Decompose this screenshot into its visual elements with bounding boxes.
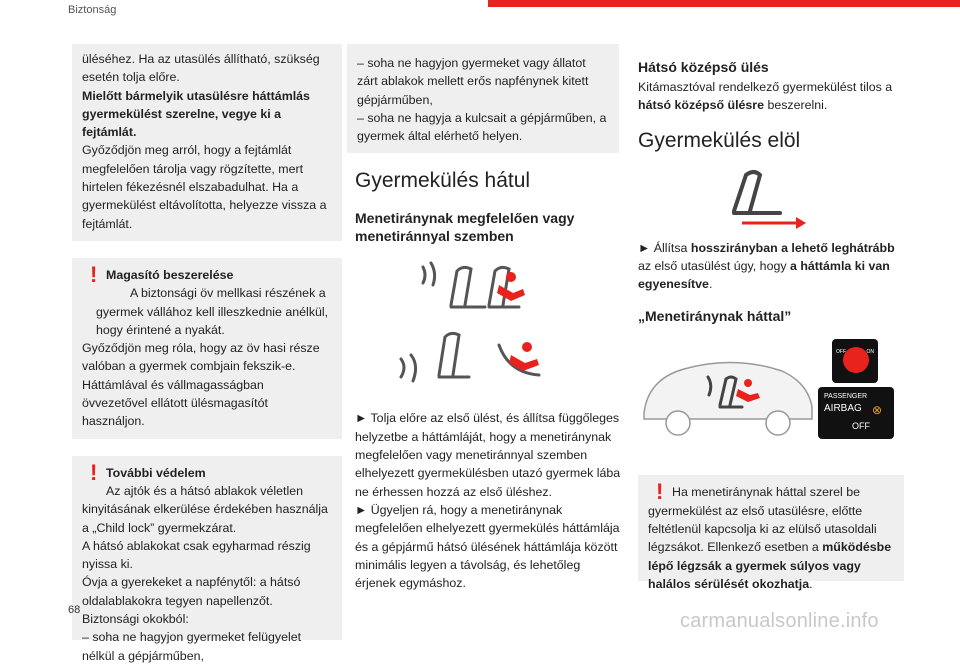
warning-box-booster xyxy=(72,258,342,439)
airbag-switch-badge xyxy=(832,339,878,383)
info-box-continued xyxy=(347,44,619,153)
illustration-rear-seats xyxy=(387,255,587,385)
badge-line-2: AIRBAG xyxy=(824,403,862,415)
continued-line-2: – soha ne hagyja a kulcsait a gépjárműben, a gyermek által elérhető helyen. xyxy=(357,110,607,144)
subheading-direction: Menetiránynak megfelelően vagy menetiránnyal szemben xyxy=(355,210,575,245)
warning-icon: ! xyxy=(90,459,98,485)
badge-line-1: PASSENGER xyxy=(824,393,868,401)
warning-icon: ! xyxy=(656,479,664,505)
text-adjust-front-seat: ► Állítsa hosszirányban a lehető leghátrább az első utasülést úgy, hogy a háttámla ki van egyenesítve. xyxy=(638,240,895,292)
badge-line-3: OFF xyxy=(852,421,870,432)
switch-on-label: ON xyxy=(866,349,874,356)
section-title: Biztonság xyxy=(68,4,117,16)
text-backrest-distance: ► Ügyeljen rá, hogy a menetiránynak megfelelően elhelyezett gyermekülés háttámlája és a gépjármű hátsó ülésének háttámlája között minimális legyen a távolság, és lehetőleg érjenek egymáshoz. xyxy=(355,502,620,591)
warning-text-1: A biztonsági öv mellkasi részének a gyermek vállához kell illeszkednie anélkül, hogy érintené a nyakát. xyxy=(96,286,329,337)
warning-icon: ! xyxy=(90,261,98,287)
column-3 xyxy=(638,58,904,591)
switch-off-label: OFF xyxy=(836,349,846,356)
watermark: carmanualsonline.info xyxy=(680,610,879,632)
text-push-front-seat: ► Tolja előre az első ülést, és állítsa függőleges helyzetbe a háttámláját, hogy a menetiránynak megfelelően vagy menetiránnyal szemben elhelyezett gyermekülésben utazó gyermek lába ne érhessen hozzá az első üléshez. xyxy=(355,411,621,499)
warning-text-2: Győződjön meg róla, hogy az öv hasi része valóban a gyermek combjain fekszik-e. xyxy=(82,341,320,374)
page-number: 68 xyxy=(68,604,81,616)
airbag-off-icon: ⊗ xyxy=(872,403,883,418)
warning-box-protection xyxy=(72,456,342,663)
protection-line-5: – soha ne hagyjon gyermeket felügyelet nélkül a gépjárműben, xyxy=(82,630,302,663)
subheading-rear-middle: Hátsó középső ülés xyxy=(638,59,769,75)
warning-title: További védelem xyxy=(106,465,206,480)
text-headrest-store: Győződjön meg arról, hogy a fejtámlát megfelelően tárolja vagy rögzítette, mert hirtelen fékezésnél elszabadulhat. Ha a gyermekülést eltávolította, helyezze vissza a fejtámlát. xyxy=(82,143,327,231)
subheading-rear-facing: „Menetiránynak háttal” xyxy=(638,308,792,325)
text-remove-headrest: Mielőtt bármelyik utasülésre háttámlás gyermekülést szerelne, vegye ki a fejtámlát. xyxy=(82,88,310,140)
protection-line-2: A hátsó ablakokat csak egyharmad részig nyissa ki. xyxy=(82,538,311,572)
protection-line-3: Óvja a gyerekeket a napfénytől: a hátsó oldalablakokra tegyen napellenzőt. xyxy=(82,575,301,608)
illustration-car-airbag xyxy=(638,339,904,449)
header-accent-bar xyxy=(488,0,960,7)
continued-line-1: – soha ne hagyjon gyermeket vagy állatot zárt ablakok mellett erős napfénynek kitett gépjárműben, xyxy=(357,56,589,107)
protection-line-4: Biztonsági okokból: xyxy=(82,612,189,627)
warning-airbag-text: Ha menetiránynak háttal szerel be gyermekülést az első utasülésre, előtte feltétlenül kapcsolja ki az elülső utasoldali légzsákot. Ellenkező esetben a működésbe lépő légzsák a gyermek súlyos vagy halálos sérülését okozhatja. xyxy=(648,485,892,591)
heading-front-seat: Gyermekülés elöl xyxy=(638,128,801,152)
info-box-headrest xyxy=(72,44,342,241)
column-1 xyxy=(72,44,342,663)
illustration-front-seat-adjust xyxy=(722,167,822,233)
text-seat-adjust: üléséhez. Ha az utasülés állítható, szükség esetén tolja előre. xyxy=(82,52,320,85)
warning-text-3: Háttámlával és vállmagasságban övvezetővel ellátott ülésmagasítót használjon. xyxy=(82,377,268,429)
warning-title: Magasító beszerelése xyxy=(106,267,234,282)
text-rear-middle: Kitámasztóval rendelkező gyermekülést tilos a hátsó középső ülésre beszerelni. xyxy=(638,80,893,113)
passenger-airbag-off-badge xyxy=(818,387,894,439)
column-2 xyxy=(347,44,619,592)
warning-box-airbag xyxy=(638,475,904,591)
protection-line-1: Az ajtók és a hátsó ablakok véletlen kinyitásának elkerülése érdekében használja a „Child lock” gyermekzárat. xyxy=(82,483,328,535)
heading-rear-seat: Gyermekülés hátul xyxy=(355,169,531,193)
